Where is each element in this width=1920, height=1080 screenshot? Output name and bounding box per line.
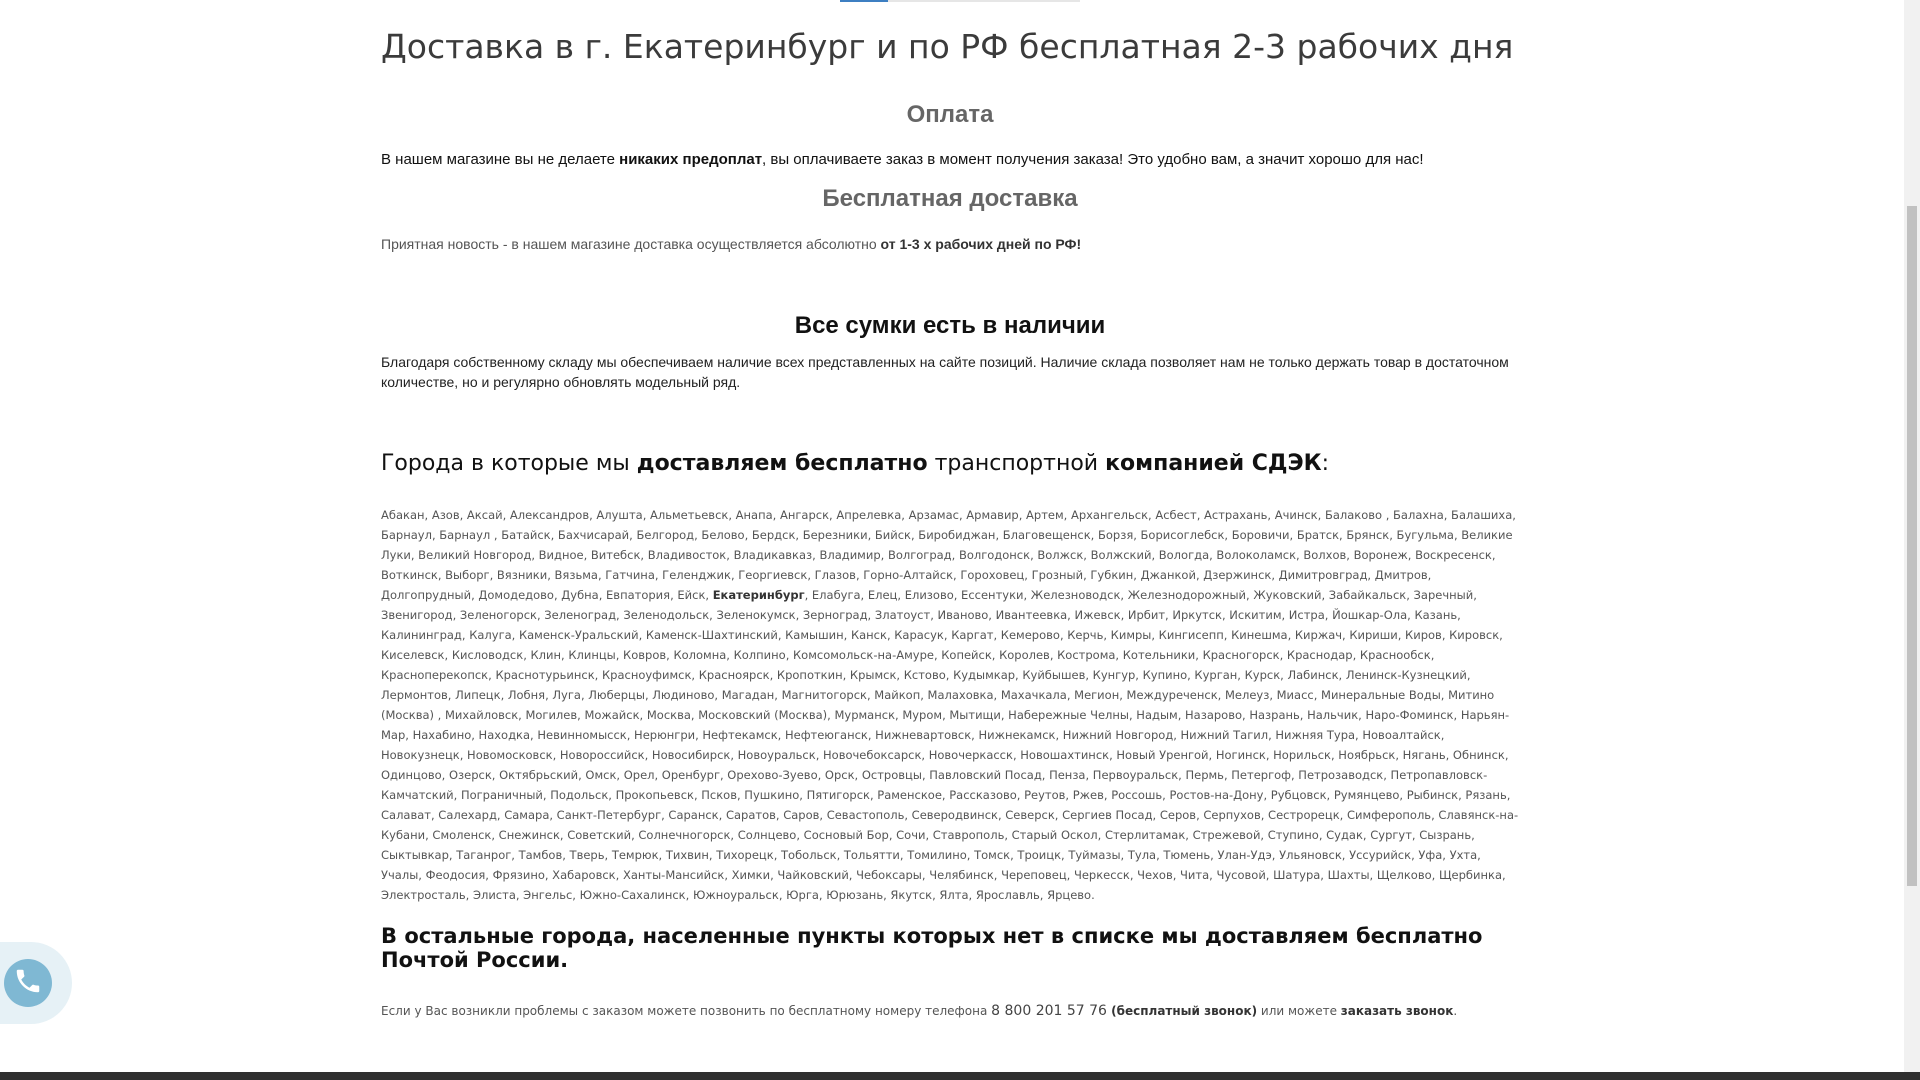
call-widget-circle[interactable] — [4, 959, 52, 1007]
cities-heading-part2: транспортной — [927, 451, 1106, 476]
free-call-label: (бесплатный звонок) — [1106, 1004, 1258, 1018]
payment-text-start: В нашем магазине вы не делаете — [381, 151, 620, 168]
payment-heading: Оплата — [906, 101, 994, 128]
phone-icon-svg — [13, 966, 43, 996]
contact-text-start: Если у Вас возникли проблемы с заказом можете позвонить по бесплатному номеру телефона — [381, 1004, 992, 1018]
scrollbar-thumb[interactable] — [1907, 206, 1917, 886]
cities-list — [381, 505, 1519, 905]
contact-text-end: . — [1453, 1004, 1458, 1018]
cities-list-end: , Елабуга, Елец, Елизово, Ессентуки, Железноводск, Железнодорожный, Жуковский, Забайкальск, Заречный, Звенигород, Зеленогорск, Зеленоград, Зеленодольск, Зеленокумск, Зерноград, Златоуст, Иваново, Ивантеевка, Ижевск, Ирбит, Иркутск, Искитим, Истра, Йошкар-Ола, Казань, Калининград, Калуга, Каменск-Уральский, Каменск-Шахтинский, Камышин, Канск, Карасук, Каргат, Кемерово, Керчь, Кимры, Кингисепп, Кинешма, Киржач, Кириши, Киров, Кировск, Киселевск, Кисловодск, Клин, Клинцы, Ковров, Коломна, Колпино, Комсомольск-на-Амуре, Копейск, Королев, Кострома, Котельники, Красногорск, Краснодар, Краснообск, Красноперекопск, Краснотурьинск, Красноуфимск, Красноярск, Кропоткин, Крымск, Кстово, Кудымкар, Куйбышев, Кунгур, Купино, Курган, Курск, Лабинск, Ленинск-Кузнецкий, Лермонтов, Липецк, Лобня, Луга, Люберцы, Людиново, Магадан, Магнитогорск, Майкоп, Малаховка, Махачкала, Мегион, Междуреченск, Мелеуз, Миасс, Минеральные Воды, Митино (Москва) , Михайловск, Могилев, Можайск, Москва, Московский (Москва), Мурманск, Муром, Мытищи, Набережные Челны, Надым, Назарово, Назрань, Нальчик, Наро-Фоминск, Нарьян-Мар, Нахабино, Находка, Невинномысск, Нерюнгри, Нефтекамск, Нефтеюганск, Нижневартовск, Нижнекамск, Нижний Новгород, Нижний Тагил, Нижняя Тура, Новоалтайск, Новокузнецк, Новомосковск, Новороссийск, Новосибирск, Новоуральск, Новочебоксарск, Новочеркасск, Новошахтинск, Новый Уренгой, Ногинск, Норильск, Ноябрьск, Нягань, Обнинск, Одинцово, Озерск, Октябрьский, Омск, Орел, Оренбург, Орехово-Зуево, Орск, Островцы, Павловский Посад, Пенза, Первоуральск, Пермь, Петергоф, Петрозаводск, Петропавловск-Камчатский, Пограничный, Подольск, Прокопьевск, Псков, Пушкино, Пятигорск, Раменское, Рассказово, Реутов, Ржев, Россошь, Ростов-на-Дону, Рубцовск, Румянцево, Рыбинск, Рязань, Салават, Салехард, Самара, Санкт-Петербург, Саранск, Саратов, Саров, Севастополь, Северодвинск, Северск, Сергиев Посад, Серов, Серпухов, Сестрорецк, Симферополь, Славянск-на-Кубани, Смоленск, Снежинск, Советский, Солнечногорск, Солнцево, Сосновый Бор, Сочи, Ставрополь, Старый Оскол, Стерлитамак, Стрежевой, Ступино, Судак, Сургут, Сызрань, Сыктывкар, Таганрог, Тамбов, Тверь, Темрюк, Тихвин, Тихорецк, Тобольск, Тольятти, Томилино, Томск, Троицк, Туймазы, Тула, Тюмень, Улан-Удэ, Ульяновск, Уссурийск, Уфа, Ухта, Учалы, Феодосия, Фрязино, Хабаровск, Ханты-Мансийск, Химки, Чайковский, Чебоксары, Челябинск, Череповец, Черкесск, Чехов, Чита, Чусовой, Шатура, Шахты, Щелково, Щербинка, Электросталь, Элиста, Энгельс, Южно-Сахалинск, Южноуральск, Юрга, Юрюзань, Якутск, Ялта, Ярославль, Ярцево. — [381, 588, 1519, 902]
call-widget-button[interactable] — [0, 942, 72, 1024]
payment-text — [381, 149, 1424, 170]
stock-text: Благодаря собственному складу мы обеспечиваем наличие всех представленных на сайте позиций. Наличие склада позволяет нам не только держать товар в достаточном количестве, но и регулярно обновлять модельный ряд. — [381, 354, 1509, 390]
cities-heading-part1: Города в которые мы — [381, 451, 637, 476]
cities-heading-part3: : — [1321, 451, 1330, 476]
other-cities-heading: В остальные города, населенные пункты которых нет в списке мы доставляем бесплатно Почтой России. — [381, 924, 1483, 972]
contact-note — [381, 1001, 1457, 1021]
cities-heading-bold1: доставляем бесплатно — [636, 451, 928, 476]
cities-list-start: Абакан, Азов, Аксай, Александров, Алушта, Альметьевск, Анапа, Ангарск, Апрелевка, Арзамас, Армавир, Артем, Архангельск, Асбест, Астрахань, Ачинск, Балаково , Балахна, Балашиха, Барнаул, Барнаул , Батайск, Бахчисарай, Белгород, Белово, Бердск, Березники, Бийск, Биробиджан, Благовещенск, Борзя, Борисоглебск, Боровичи, Братск, Брянск, Бугульма, Великие Луки, Великий Новгород, Видное, Витебск, Владивосток, Владикавказ, Владимир, Волгоград, Волгодонск, Волжск, Волжский, Вологда, Волоколамск, Волхов, Воронеж, Воскресенск, Воткинск, Выборг, Вязники, Вязьма, Гатчина, Геленджик, Георгиевск, Глазов, Горно-Алтайск, Гороховец, Грозный, Губкин, Джанкой, Дзержинск, Димитровград, Дмитров, Долгопрудный, Домодедово, Дубна, Евпатория, Ейск, — [381, 508, 1516, 602]
page-title: Доставка в г. Екатеринбург и по РФ бесплатная 2-3 рабочих дня — [381, 27, 1514, 66]
top-tab-indicator — [840, 0, 1080, 2]
phone-icon — [13, 966, 43, 1001]
top-tab-indicator-active — [840, 0, 888, 2]
stock-heading: Все сумки есть в наличии — [794, 312, 1106, 339]
cities-heading-bold2: компанией СДЭК — [1105, 451, 1322, 476]
payment-text-bold: никаких предоплат — [619, 151, 763, 168]
scrollbar[interactable] — [1904, 0, 1920, 1072]
callback-link[interactable]: заказать звонок — [1340, 1004, 1454, 1018]
payment-text-end: , вы оплачиваете заказ в момент получения заказа! Это удобно вам, а значит хорошо для нас! — [762, 151, 1424, 168]
cities-heading — [381, 449, 1329, 479]
contact-text-middle: или можете — [1257, 1004, 1341, 1018]
footer-bar — [0, 1072, 1920, 1080]
free-delivery-text-start: Приятная новость - в нашем магазине доставка осуществляется абсолютно — [381, 236, 881, 252]
phone-number[interactable]: 8 800 201 57 76 — [991, 1003, 1107, 1019]
cities-list-highlight: Екатеринбург — [712, 588, 805, 602]
free-delivery-heading: Бесплатная доставка — [822, 185, 1078, 212]
free-delivery-text — [381, 234, 1081, 254]
free-delivery-text-bold: от 1-3 х рабочих дней по РФ! — [880, 236, 1082, 252]
